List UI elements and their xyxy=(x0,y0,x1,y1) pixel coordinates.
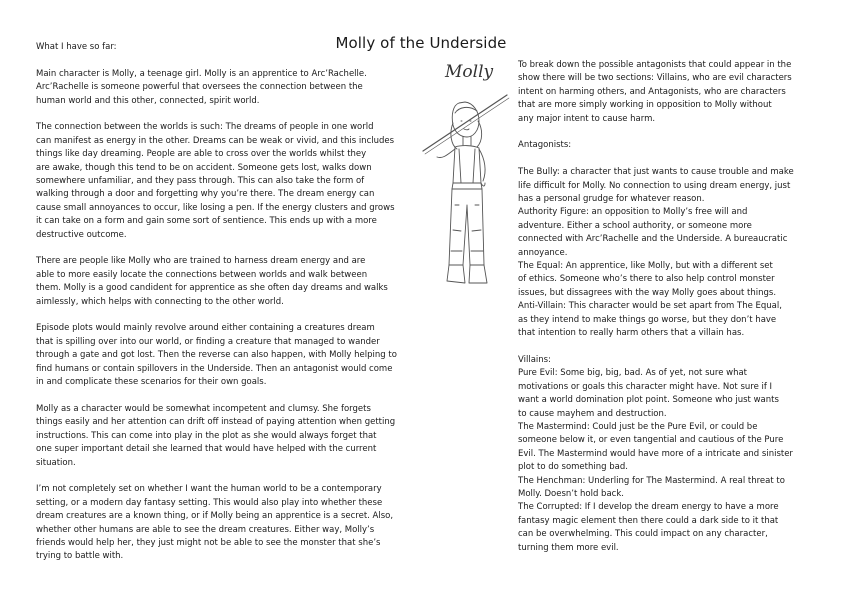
intro-heading: What I have so far: xyxy=(36,42,117,52)
paragraph-dream-harnessers: There are people like Molly who are trained to harness dream energy and are able to more easily locate the connections between worlds and walk between them. Molly is a good candident for apprentice as she often day dreams and walks aimlessly, which helps with connecting to the other world. xyxy=(36,256,388,307)
sketch-label: Molly xyxy=(445,62,494,82)
paragraph-setting: I’m not completely set on whether I want the human world to be a contemporary setting, or a modern day fantasy setting. This would also play into whether these dream creatures are a known thing, or if Molly being an apprentice is a secret. Also, whether other humans are able to see the dream creatures. Either way, Molly’s friends would help her, they just might not be able to see the monster that she’s trying to battle with. xyxy=(36,484,394,562)
page-title: Molly of the Underside xyxy=(335,34,507,52)
paragraph-episode-plots: Episode plots would mainly revolve around either containing a creatures dream that is spilling over into our world, or finding a creature that managed to wander through a gate and got lost. Then the reverse can also happen, with Molly helping to find humans or contain spillovers in the Underside. Then an antagonist would come in and complicate these scenarios for their own goals. xyxy=(36,323,397,388)
paragraph-antagonist-overview: To break down the possible antagonists that could appear in the show there will be two sections: Villains, who are evil characters intent on harming others, and Antagonists, who are characters that are more simply working in opposition to Molly without any major intent to cause harm. xyxy=(518,60,792,124)
molly-sketch xyxy=(415,55,520,300)
antagonists-list: The Bully: a character that just wants to cause trouble and make life difficult for Molly. No connection to using dream energy, just has a personal grudge for whatever reason. Authority Figure: an opposition to Molly’s free will and adventure. Either a school authority, or someone more connected with Arc’Rachelle and the Underside. A bureaucratic annoyance. The Equal: An apprentice, like Molly, but with a different set of ethics. Someone who’s there to also help control monster issues, but dissagrees with the way Molly goes about things. Anti-Villain: This character would be set apart from The Equal, as they intend to make things go worse, but they don’t have that intention to really harm others that a villain has. xyxy=(518,167,794,339)
paragraph-world-connection: The connection between the worlds is such: The dreams of people in one world can manifest as energy in the other. Dreams can be weak or vivid, and this includes things like day dreaming. People are able to cross over the worlds whilst they are awake, though this tend to be on accident. Someone gets lost, walks down somewhere unfamiliar, and they pass through. This can also take the form of walking through a door and forgetting why you’re there. The dream energy can cause small annoyances to occur, like losing a pen. If the energy clusters and grows it can take on a form and gain some sort of sentience. This ends up with a more destructive outcome. xyxy=(36,122,395,240)
right-column xyxy=(518,59,810,568)
paragraph-molly-character: Molly as a character would be somewhat incompetent and clumsy. She forgets things easily and her attention can drift off instead of paying attention when getting instructions. This can come into play in the plot as she would always forget that one super important detail she learned that would have helped with the current situation. xyxy=(36,403,396,468)
villains-list: Villains: Pure Evil: Some big, big, bad. As of yet, not sure what motivations or goals this character might have. Not sure if I want a world domination plot point. Someone who just wants to cause mayhem and destruction. The Mastermind: Could just be the Pure Evil, or could be someone below it, or even tangential and cautious of the Pure Evil. The Mastermind would have more of a intricate and sinister plot to do something bad. The Henchman: Underling for The Mastermind. A real threat to Molly. Doesn’t hold back. The Corrupted: If I develop the dream energy to have a more fantasy magic element then there could a dark side to it that can be overwhelming. This could impact on any character, turning them more evil. xyxy=(518,354,793,553)
molly-sketch-drawing xyxy=(415,55,520,300)
left-column xyxy=(36,41,408,577)
antagonists-heading: Antagonists: xyxy=(518,140,572,151)
paragraph-main-character: Main character is Molly, a teenage girl. Molly is an apprentice to Arc’Rachelle. Arc’Rachelle is someone powerful that oversees the connection between the human world and this other, connected, spirit world. xyxy=(36,68,367,106)
